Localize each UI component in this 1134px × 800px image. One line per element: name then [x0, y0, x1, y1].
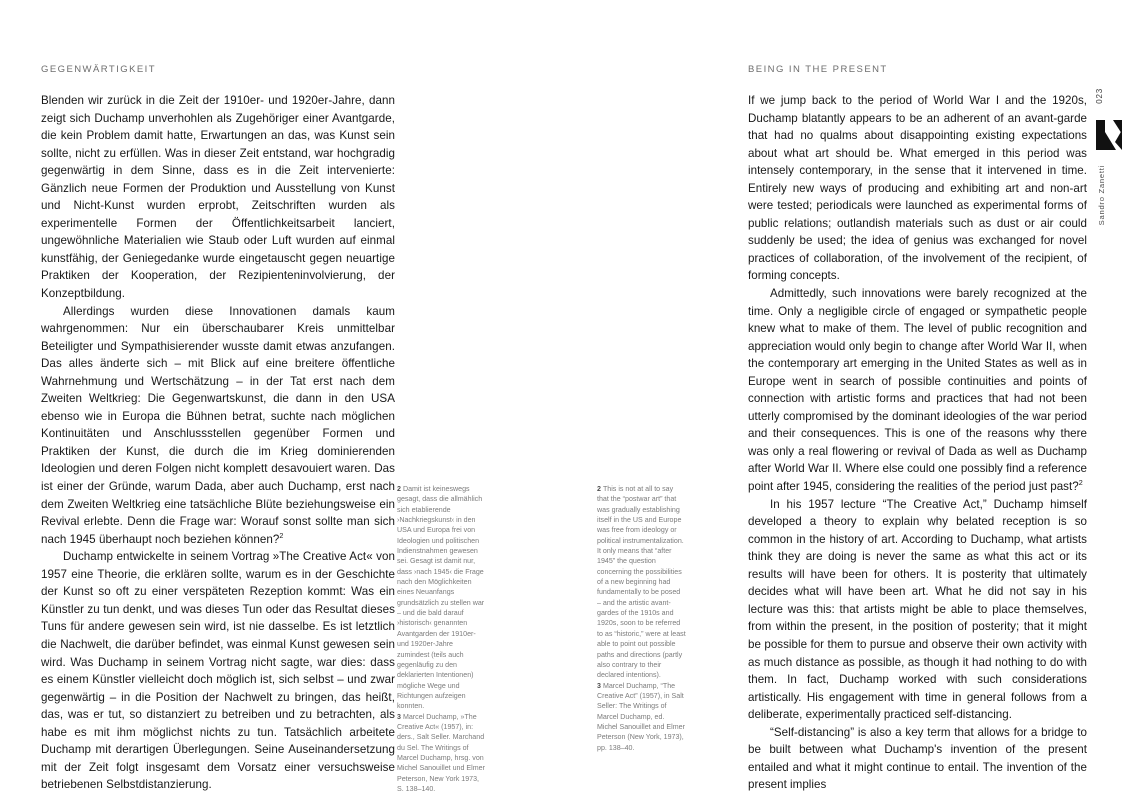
diaphanes-logo-icon	[1096, 120, 1122, 150]
page-number: 023	[1095, 88, 1104, 104]
running-head-left: GEGENWÄRTIGKEIT	[41, 64, 157, 75]
author-name-vertical: Sandro Zanetti	[1097, 165, 1106, 226]
paragraph	[748, 496, 1087, 724]
footnote-text: Damit ist keineswegs gesagt, dass die allmählich sich etablierende ›Nachkriegskunst‹ in den USA und Europa frei von Ideologien und politischen Indienstnahmen gewesen sei. Gesagt ist damit nur, dass ›nach 1945‹ die Frage nach den Möglichkeiten eines Neuanfangs grundsätzlich zu stellen war – und die bald darauf ›historisch‹ genannten Avantgarden der 1910er- und 1920er-Jahre zumindest (teils auch gegenläufig zu den deklarierten Intentionen) mögliche Wege und Richtungen aufzeigen konnten.	[397, 485, 485, 711]
footnote	[597, 681, 686, 753]
paragraph	[41, 303, 395, 549]
footnote-text: Marcel Duchamp, “The Creative Act” (1957), in Salt Seller: The Writings of Marcel Duchamp, ed. Michel Sanouillet and Elmer Peterson (New York, 1973), pp. 138–40.	[597, 681, 685, 752]
paragraph-text: Duchamp entwickelte in seinem Vortrag »The Creative Act« von 1957 eine Theorie, die erklären sollte, warum es in der Geschichte der Kunst so oft zu einer verspäteten Rezeption kommt: Was ein Künstler zu tun denkt, und was dieses Tun oder das Resultat dieses Tuns für andere gewesen sein wird, ist nie dasselbe. Es ist letztlich die Nachwelt, die darüber befindet, was einmal Kunst gewesen sein wird. Was Duchamp in seinem Vortrag nicht sagte, war dies: dass es einem Künstler vielleicht doch möglich ist, sich selbst – und zwar gegenwärtig – in die Position der Nachwelt zu bringen, das heißt, das, was er tut, so distanziert zu betreiben und zu betrachten, als habe es mit ihm möglichst nichts zu tun. Tatsächlich arbeitete Duchamp mit derartigen Überlegungen. Seine Auseinandersetzung mit der Zeit folgt insgesamt dem Vorsatz einer versuchsweise betriebenen Selbstdistanzierung.	[41, 550, 395, 792]
footnote	[597, 484, 686, 681]
footnote	[397, 484, 485, 712]
paragraph: If we jump back to the period of World War I and the 1920s, Duchamp blatantly appears to be an adherent of an avant-garde that had no qualms about disappointing existing expectations about what art should be. What emerged in this period was intensely contemporary, in the sense that it intervened in time. Entirely new ways of producing and exhibiting art and non-art were tested; periodicals were launched as experimental forms of public relations; outlandish materials such as dust or air could suddenly be used; the idea of genius was exchanged for novel practices of collaboration, of the involvement of the recipient, of forming concepts.	[748, 94, 1087, 283]
paragraph	[748, 285, 1087, 496]
english-footnotes	[597, 484, 686, 753]
footnote-number: 3	[397, 712, 401, 721]
german-body-text	[41, 92, 395, 794]
paragraph-text: Allerdings wurden diese Innovationen damals kaum wahrgenommen: Nur ein überschaubarer Kreis unmittelbar Beteiligter und Sympathisierender wusste damit etwas anzufangen. Das alles änderte sich – mit Blick auf eine breitere öffentliche Wahrnehmung und Wertschätzung – in der Tat erst nach dem Zweiten Weltkrieg: Die Gegenwartskunst, die dann in den USA ebenso wie in Europa die Bühnen betrat, suchte nach möglichen Kontinuitäten und Anschlussstellen gegenüber Formen und Praktiken der Kunst, die durch die im Krieg dominierenden Ideologien und deren Folgen nicht komplett desavouiert waren. Das ist einer der Gründe, warum Dada, aber auch Duchamp, erst nach dem Zweiten Weltkrieg eine tatsächliche Blüte beziehungsweise ein Revival erlebte. Denn die Frage war: Worauf sonst sollte man sich nach 1945 überhaupt noch beziehen können?	[41, 304, 395, 546]
paragraph	[41, 548, 395, 794]
paragraph: Blenden wir zurück in die Zeit der 1910er- und 1920er-Jahre, dann zeigt sich Duchamp unverhohlen als Zugehöriger einer Avantgarde, die kein Problem damit hatte, Erwartungen an das, was Kunst sein sollte, nicht zu erfüllen. Was in dieser Zeit entstand, war hochgradig gegenwärtig in dem Sinne, dass es in die Zeit intervenierte: Gänzlich neue Formen der Produktion und Ausstellung von Kunst und Nicht-Kunst wurden erprobt, Zeitschriften wurden als experimentelle Formen der Öffentlichkeitsarbeit lanciert, ungewöhnliche Materialien wie Staub oder Luft wurden auf einmal kunstfähig, der Geniegedanke wurde eingetauscht gegen neuartige Praktiken der Kooperation, der Rezipienteninvolvierung, der Konzeptbildung.	[41, 94, 395, 301]
footnote-number: 2	[397, 485, 401, 493]
footnote-text: Marcel Duchamp, »The Creative Act« (1957), in: ders., Salt Seller. Marchand du Sel. The Writings of Marcel Duchamp, hrsg. von Michel Sanouillet und Elmer Peterson, New York 1973, S. 138–140.	[397, 712, 485, 793]
footnote-marker[interactable]: 2	[1078, 478, 1083, 488]
outer-margin-rail	[1093, 80, 1133, 320]
footnote-marker[interactable]: 2	[279, 530, 284, 540]
footnote	[397, 712, 485, 795]
paragraph-text: In his 1957 lecture “The Creative Act,” Duchamp himself developed a theory to explain why belated reception is so common in the history of art. According to Duchamp, what artists think they are doing is never the same as what this act or its results will have been for others. It is posterity that ultimately decides what will have been art. What he did not say in his lecture was this: that artists might be able to place themselves, from within the present, in the position of posterity; that it might be possible for them to pursue and observe their own activity with as much distance as possible, as though it had nothing to do with them. In fact, Duchamp worked with such considerations artistically. His engagement with time in general follows from a deliberate, experimentally practiced self-distancing.	[748, 497, 1087, 722]
right-page-column	[748, 92, 1087, 794]
left-page-column	[41, 92, 395, 794]
paragraph-text: Admittedly, such innovations were barely recognized at the time. Only a negligible circle of engaged or sympathetic people knew what to make of them. The level of public recognition and appreciation would only begin to change after World War II, when the contemporary art emerging in the United States as well as in Europe went in search of possible continuities and points of connection with artistic forms and practices that had not been utterly compromised by the dominant ideologies of the war period and their consequences. This is one of the reasons why there was only a real flowering or revival of Dada as well as Duchamp after World War II. Where else could one possibly find a reference point after 1945, considering the realities of the period just past?	[748, 287, 1087, 494]
footnote-number: 2	[597, 485, 601, 493]
running-head-right: BEING IN THE PRESENT	[748, 64, 888, 75]
english-body-text	[748, 92, 1087, 794]
paragraph: “Self-distancing” is also a key term that allows for a bridge to be built between what Duchamp's invention of the present entailed and what it might continue to entail. The invention of the present implies	[748, 725, 1087, 792]
german-footnotes	[397, 484, 485, 794]
footnote-text: This is not at all to say that the “postwar art” that was gradually establishing itself in the US and Europe was free from ideology or political instrumentalization. It only means that “after 1945” the question concerning the possibilities of a new beginning had fundamentally to be posed – and the artistic avant-gardes of the 1910s and 1920s, soon to be referred to as “historic,” were at least able to point out possible paths and directions (partly also contrary to their declared intentions).	[597, 485, 686, 680]
footnote-number: 3	[597, 681, 601, 690]
